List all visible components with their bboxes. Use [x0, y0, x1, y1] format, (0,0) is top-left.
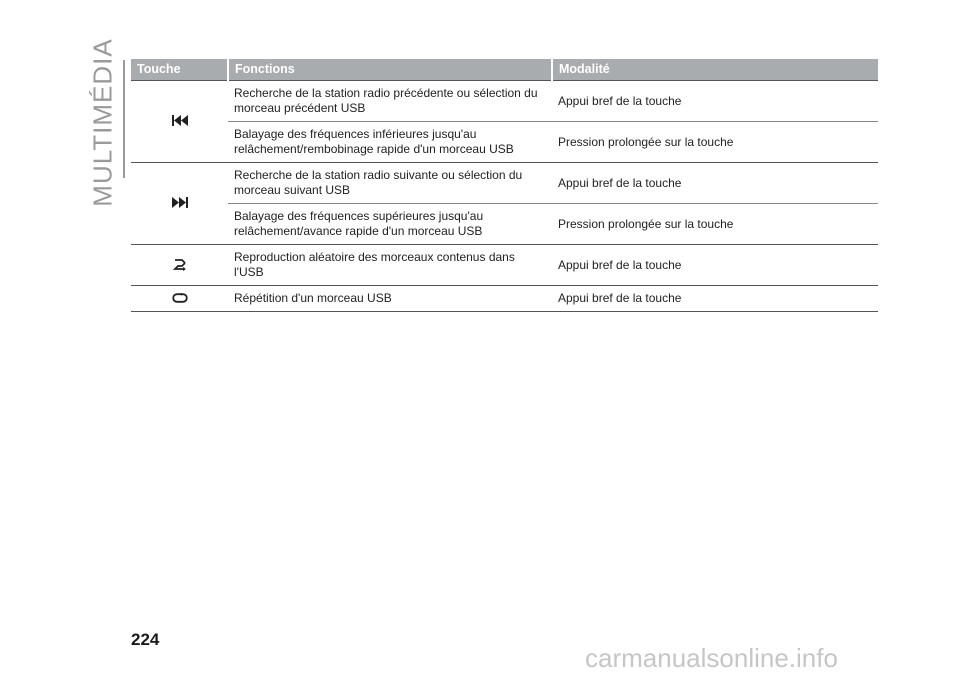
table-row	[131, 204, 878, 245]
previous-track-icon	[172, 114, 188, 129]
page-number: 224	[131, 630, 160, 649]
section-title	[83, 37, 123, 207]
key-cell	[131, 163, 228, 245]
table-row	[131, 163, 878, 204]
table-row	[131, 122, 878, 163]
mode-cell: Appui bref de la touche	[552, 245, 878, 286]
header-mode: Modalité	[552, 59, 878, 81]
header-key: Touche	[131, 59, 228, 81]
mode-cell: Appui bref de la touche	[552, 81, 878, 122]
mode-cell: Appui bref de la touche	[552, 163, 878, 204]
table-header-row	[131, 59, 878, 81]
key-cell	[131, 81, 228, 163]
button-functions-table	[131, 59, 878, 312]
mode-cell: Pression prolongée sur la touche	[552, 122, 878, 163]
function-cell: Recherche de la station radio précédente ou sélection du morceau précédent USB	[228, 81, 552, 122]
mode-cell: Appui bref de la touche	[552, 286, 878, 312]
key-cell	[131, 286, 228, 312]
key-cell	[131, 245, 228, 286]
section-title-rule	[123, 60, 125, 178]
header-functions: Fonctions	[228, 59, 552, 81]
function-cell: Reproduction aléatoire des morceaux contenus dans l'USB	[228, 245, 552, 286]
watermark: carmanualsonline.info	[585, 643, 838, 673]
section-title-text: MULTIMÉDIA	[87, 37, 118, 207]
function-cell: Recherche de la station radio suivante ou sélection du morceau suivant USB	[228, 163, 552, 204]
function-cell: Balayage des fréquences supérieures jusqu'au relâchement/avance rapide d'un morceau USB	[228, 204, 552, 245]
shuffle-icon	[173, 257, 187, 274]
table-row	[131, 245, 878, 286]
mode-cell: Pression prolongée sur la touche	[552, 204, 878, 245]
repeat-icon	[172, 291, 188, 306]
function-cell: Répétition d'un morceau USB	[228, 286, 552, 312]
function-cell: Balayage des fréquences inférieures jusqu'au relâchement/rembobinage rapide d'un morceau USB	[228, 122, 552, 163]
table-row	[131, 286, 878, 312]
next-track-icon	[172, 196, 188, 211]
table-row	[131, 81, 878, 122]
